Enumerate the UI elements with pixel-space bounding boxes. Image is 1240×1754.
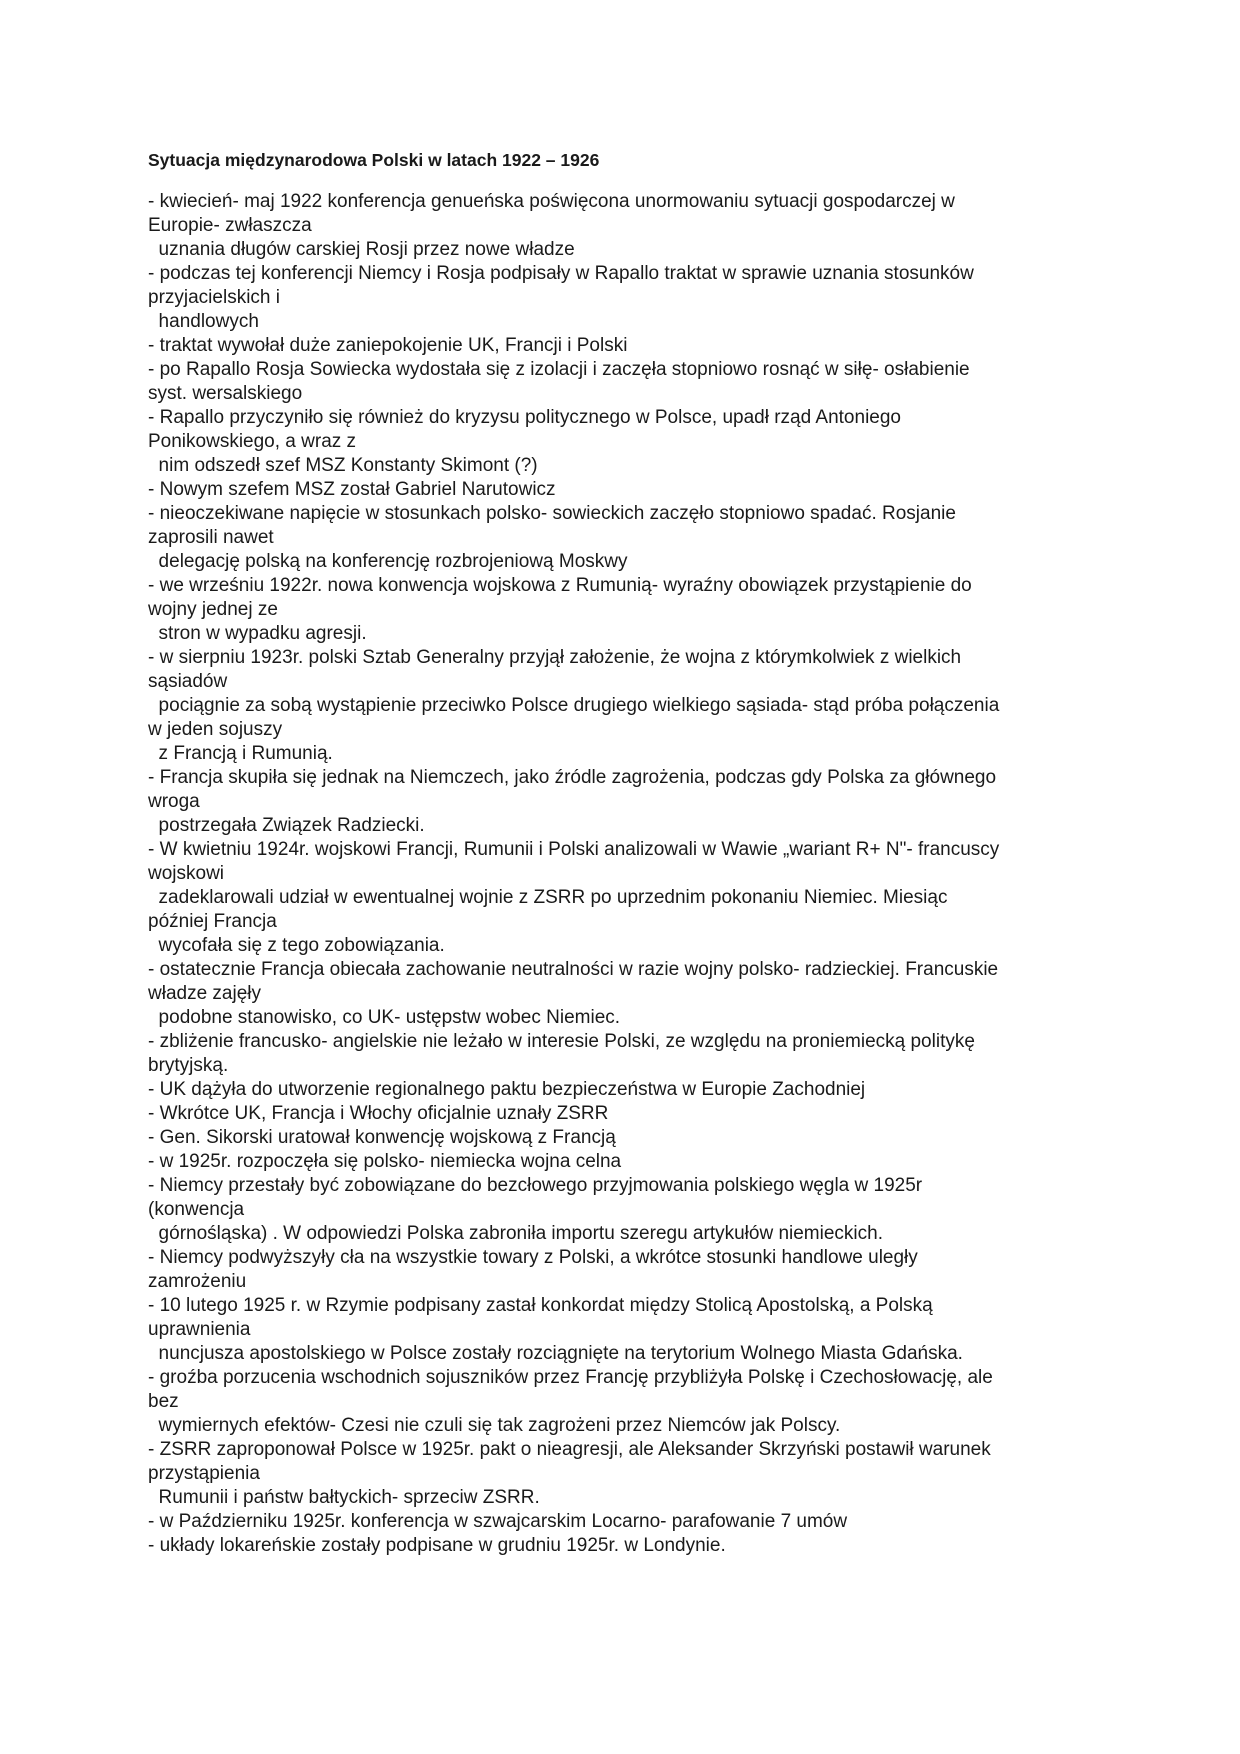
document-line: przystąpienia	[148, 1463, 260, 1484]
document-line: - zbliżenie francusko- angielskie nie leżało w interesie Polski, ze względu na proniemiecką politykę	[148, 1031, 975, 1052]
document-line: zaprosili nawet	[148, 527, 274, 548]
document-line: - groźba porzucenia wschodnich sojuszników przez Francję przybliżyła Polskę i Czechosłowację, ale	[148, 1367, 993, 1388]
document-line: bez	[148, 1391, 179, 1412]
document-line: - kwiecień- maj 1922 konferencja genueńska poświęcona unormowaniu sytuacji gospodarczej w	[148, 191, 955, 212]
document-line: - 10 lutego 1925 r. w Rzymie podpisany zastał konkordat między Stolicą Apostolską, a Polską	[148, 1295, 933, 1316]
document-line: postrzegała Związek Radziecki.	[148, 815, 425, 836]
document-line: sąsiadów	[148, 671, 228, 692]
document-line: - podczas tej konferencji Niemcy i Rosja podpisały w Rapallo traktat w sprawie uznania stosunków	[148, 263, 974, 284]
document-line: - we wrześniu 1922r. nowa konwencja wojskowa z Rumunią- wyraźny obowiązek przystąpienie do	[148, 575, 972, 596]
document-line: - Wkrótce UK, Francja i Włochy oficjalnie uznały ZSRR	[148, 1103, 609, 1124]
document-line: uznania długów carskiej Rosji przez nowe władze	[148, 239, 575, 260]
document-title: Sytuacja międzynarodowa Polski w latach 1922 – 1926	[148, 150, 600, 170]
document-body	[148, 190, 1098, 1558]
document-line: brytyjską.	[148, 1055, 229, 1076]
document-line: - Gen. Sikorski uratował konwencję wojskową z Francją	[148, 1127, 616, 1148]
document-line: - ZSRR zaproponował Polsce w 1925r. pakt o nieagresji, ale Aleksander Skrzyński postawił warunek	[148, 1439, 991, 1460]
document-line: syst. wersalskiego	[148, 383, 303, 404]
document-line: - w 1925r. rozpoczęła się polsko- niemiecka wojna celna	[148, 1151, 622, 1172]
document-line: nuncjusza apostolskiego w Polsce zostały rozciągnięte na terytorium Wolnego Miasta Gdańska.	[148, 1343, 963, 1364]
document-line: zamrożeniu	[148, 1271, 247, 1292]
document-line: stron w wypadku agresji.	[148, 623, 367, 644]
document-line: - w Październiku 1925r. konferencja w szwajcarskim Locarno- parafowanie 7 umów	[148, 1511, 848, 1532]
document-line: z Francją i Rumunią.	[148, 743, 333, 764]
document-line: - W kwietniu 1924r. wojskowi Francji, Rumunii i Polski analizowali w Wawie „wariant R+ N"- francuscy	[148, 839, 1000, 860]
document-line: Rumunii i państw bałtyckich- sprzeciw ZSRR.	[148, 1487, 540, 1508]
document-line: pociągnie za sobą wystąpienie przeciwko Polsce drugiego wielkiego sąsiada- stąd próba połączenia	[148, 695, 1000, 716]
document-line: później Francja	[148, 911, 277, 932]
document-line: wojny jednej ze	[148, 599, 278, 620]
document-line: - nieoczekiwane napięcie w stosunkach polsko- sowieckich zaczęło stopniowo spadać. Rosjanie	[148, 503, 956, 524]
document-line: - Rapallo przyczyniło się również do kryzysu politycznego w Polsce, upadł rząd Antoniego	[148, 407, 901, 428]
document-line: podobne stanowisko, co UK- ustępstw wobec Niemiec.	[148, 1007, 621, 1028]
document-line: - w sierpniu 1923r. polski Sztab Generalny przyjął założenie, że wojna z którymkolwiek z wielkich	[148, 647, 962, 668]
document-line: Ponikowskiego, a wraz z	[148, 431, 357, 452]
document-line: wymiernych efektów- Czesi nie czuli się tak zagrożeni przez Niemców jak Polscy.	[148, 1415, 841, 1436]
document-line: wycofała się z tego zobowiązania.	[148, 935, 445, 956]
document-line: handlowych	[148, 311, 259, 332]
document-line: wojskowi	[148, 863, 225, 884]
document-line: - Niemcy przestały być zobowiązane do bezcłowego przyjmowania polskiego węgla w 1925r	[148, 1175, 923, 1196]
document-line: zadeklarowali udział w ewentualnej wojnie z ZSRR po uprzednim pokonaniu Niemiec. Miesiąc	[148, 887, 948, 908]
document-line: nim odszedł szef MSZ Konstanty Skimont (?)	[148, 455, 538, 476]
document-line: - układy lokareńskie zostały podpisane w grudniu 1925r. w Londynie.	[148, 1535, 726, 1556]
document-line: w jeden sojuszy	[148, 719, 283, 740]
document-line: - Francja skupiła się jednak na Niemczech, jako źródle zagrożenia, podczas gdy Polska za głównego	[148, 767, 997, 788]
document-line: uprawnienia	[148, 1319, 251, 1340]
document-line: delegację polską na konferencję rozbrojeniową Moskwy	[148, 551, 628, 572]
document-line: przyjacielskich i	[148, 287, 280, 308]
document-line: władze zajęły	[148, 983, 261, 1004]
document-line: wroga	[148, 791, 200, 812]
document-line: - traktat wywołał duże zaniepokojenie UK, Francji i Polski	[148, 335, 628, 356]
document-line: Europie- zwłaszcza	[148, 215, 312, 236]
document-line: - Niemcy podwyższyły cła na wszystkie towary z Polski, a wkrótce stosunki handlowe uległy	[148, 1247, 918, 1268]
document-line: - ostatecznie Francja obiecała zachowanie neutralności w razie wojny polsko- radzieckiej. Francuskie	[148, 959, 999, 980]
document-line: górnośląska) . W odpowiedzi Polska zabroniła importu szeregu artykułów niemieckich.	[148, 1223, 883, 1244]
document-line: (konwencja	[148, 1199, 245, 1220]
document-line: - UK dążyła do utworzenie regionalnego paktu bezpieczeństwa w Europie Zachodniej	[148, 1079, 866, 1100]
document-line: - Nowym szefem MSZ został Gabriel Narutowicz	[148, 479, 556, 500]
document-page	[148, 148, 1098, 1558]
document-line: - po Rapallo Rosja Sowiecka wydostała się z izolacji i zaczęła stopniowo rosnąć w siłę- osłabienie	[148, 359, 970, 380]
